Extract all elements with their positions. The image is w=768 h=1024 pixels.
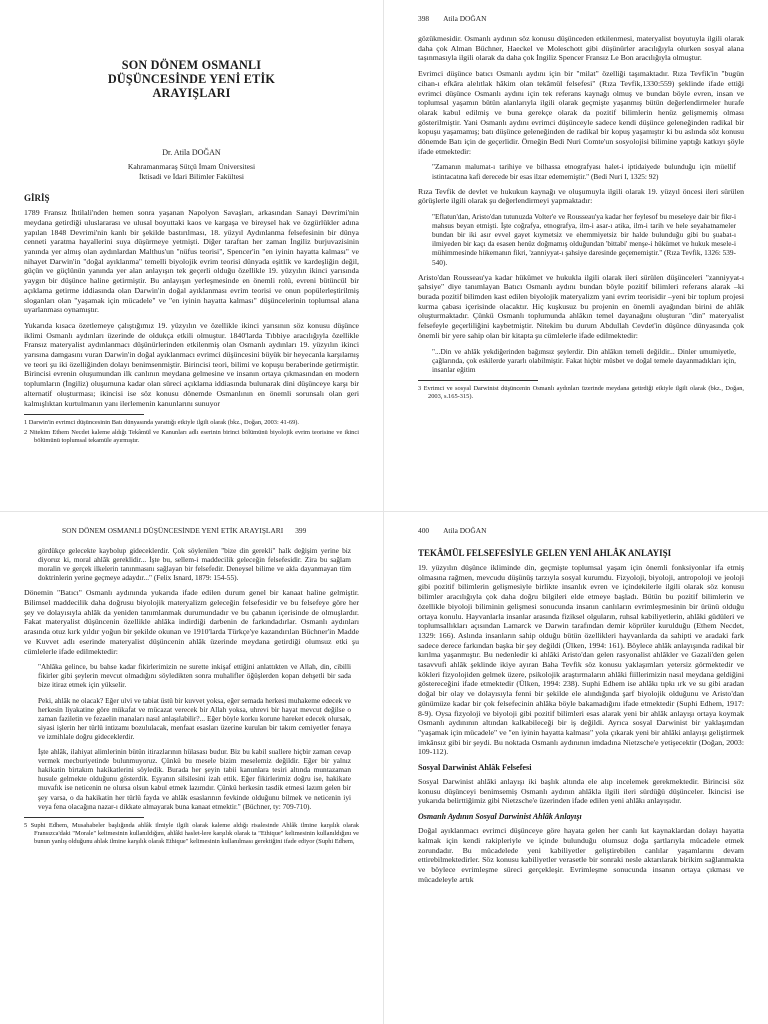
subsection-heading: Osmanlı Aydının Sosyal Darwinist Ahlâk Anlayışı [418,812,582,822]
page-3 [0,512,384,1024]
paragraph: Sosyal Darwinist ahlâki anlayışı iki başlık altında ele alıp incelemek gerekmektedir. Birincisi söz konusu düşünceyi benimsemiş Osmanlı aydının ahlâkla ilgili ileri sürdüğü düşünceler. İkincisi ise yukarıda belirttiğimiz gibi Nietzsche'e üzerinden ifade edilen yeni ahlâkı anlayışıdır. [418,777,744,806]
page-1-content [24,58,359,447]
footnote: 5 Suphi Edhem, Musahabeler başlığında ahlâk ilmiyle ilgili olarak kaleme aldığı risalesinde Ahlâk ilmine karşılık olarak Fransızca'daki "Morale" kelimesinin kullanıldığını, ahlâki haslet-lere karşılık olarak ta "Ethique" kelimesinin kullanıldığını ve bunun yanlış olduğunu ahlak ilmine karşılık olarak Ethique" kelimesinin kullanılması gerektiğini ifade ediyor (Suphi Edhem, [24,821,359,845]
block-quote: "...Din ve ahlâk yekdiğerinden bağımsız şeylerdir. Din ahlâkın temeli değildir... Dinler umumiyetle, çağlarında, çok eskilerde yararlı olabilmiştir. Fakat hiçbir müsbet ve doğal temele dayanmadıkları için, insanlar eğitim [432,346,736,374]
running-head [418,14,486,23]
section-heading: TEKÂMÜL FELSEFESİYLE GELEN YENİ AHLÂK ANLAYIŞI [418,548,672,558]
paragraph: Doğal ayıklanmacı evrimci düşünceye göre hayata gelen her canlı kıt kaynaklardan dolayı hayatta kalmak için kendi rakipleriyle ve içinde bulunduğu olumsuz doğa şartlarıyla mücadele etmek zorundadır. Bu mücadelede yeni kabiliyetler geliştirebilen canlılar yaşamlarını devam ettirebilmektedirler. Söz konusu kabiliyetler verasetle bir sonraki nesle aktarılarak birikim sağlanmakta ve böylece evrimleşme süreci gerçekleşir. Evrimleşme sonucunda insanın ortaya çıkması ve mücadeleyle artık [418,826,744,884]
paragraph: Dönemin "Batıcı" Osmanlı aydınında yukarıda ifade edilen durum genel bir kanaat haline gelmiştir. Bilimsel maddecilik daha doğrusu biyolojik materyalizm geleceğin felsefesidir ve bu felsefeye göre her şey ve dolayısıyla ahlâk da yeniden tanımlanmak durumundadır ve bu çabanın içerisinde de olmuşlardır. Fakat materyalist düşüncenin özellikle ahlâka indirdiği darbenin de farkındadırlar. Osmanlı aydınları arasında otuz kırk yıldır yoğun bir şekilde okunan ve 1910'larda Türkçe'ye kazandırılan Büchner'in Madde ve Kuvvet adlı eserinde materyalist düşüncenin ahlâk üzerinde meydana getirdiği olumsuz etki şu cümlelerle ifade edilmektedir: [24,588,359,656]
footnote: 3 Evrimci ve sosyal Darwinist düşüncenin Osmanlı aydınları üzerinde meydana getirdiği etkiyle ilgili olarak (bkz., Doğan, 2003, s.165-315). [418,384,744,400]
running-head [418,526,486,535]
block-quote: "Eflatun'dan, Aristo'dan tutunuzda Volter'e ve Rousseau'ya kadar her feylesof bu meseleye dair bir fikr-i mahsus beyan etmişti. İşte coğrafya, etnografya, ilm-i asar-ı atika, ilm-i tarih ve hele seyahatnameler bundan bir iki asır evvel gayet kıymetsiz ve ehemmiyetsiz bir halde bulunduğu gibi bu şuabat-ı ilmiyeden bir kaçı da esasen henüz doğmamış olduğundan 'bittabi' menşe-i hükümet ve hukuk mesele-i mühimmesinde hükemanın fikri, 'zanniyyat-ı şahsiye daresinde geçememiştir." (Rıza Tevfik, 1326: 539-540). [432,212,736,267]
page-1 [0,0,384,512]
running-head-author: Atila DOĞAN [443,14,487,23]
section-heading-giris: GİRİŞ [24,193,50,204]
page-number: 400 [418,526,430,535]
block-quote: İşte ahlâk, ilahiyat alimlerinin bütün itirazlarının hülasası budur. Biz bu kabil suallere hiçbir zaman cevap vermek mecburiyetinde bulunmuyoruz. Çünkü bu mesele bizim meselemiz değildir. Eğer bir yalnız hakikatin birtakım hakikatlerini söyledik. Burada her şeyin tabii kanunlara tesiri altında muntazaman husule gelmekte olduğunu gösterdik. Eşyanın silsilesini izah ettik. Eğer fikirlerimiz doğru ise, hakikate muvafık ise neticenin ne olursa olsun kabul etmek lazımdır. Çünkü herkesin tasdik etmesi lazım gelen bir şey varsa, o da hakikatin her türlü fayda ve ahlâk esaslarının fevkinde olduğunu bilmek ve neticenin iyi veya fena olacağına nazar-ı dikkate almayarak buna kanaat etmektir." (Büchner, ty: 709-710). [38,747,351,811]
footnote-rule [418,380,538,381]
paragraph: Evrimci düşünce batıcı Osmanlı aydını için bir "milat" özelliği taşımaktadır. Rıza Tevfik'in "bugün cihan-ı efkâra alelıtlak hâkim olan tekâmül felsefesi" (Rıza Tevfik,1330:559) şeklinde ifade ettiği evrimci düşünce Osmanlı aydını için tek referans kaynağı olmuş ve bundan böyle evren, insan ve toplumsal yaşamın bütün alanlarıyla ilgili olarak geçmişte yaşanmış bütün değerlendirmeler hurafe olarak kabul edilmiş ve buna gerekçe olarak da pozitif bilimlerin henüz gelişmemiş olması gösterilmiştir. Yani Osmanlı aydını evrimci düşünceyle sadece kendi düşünce geleneğinden radikal bir kopuşu yaşamamış; batı düşünce geleneğinden de radikal bir kopuş yaşamıştır ki bu aslında söz konusu dönemde Batı için de geçerlidir. Örneğin Bedi Nuri Comte'un sosyolojisi bilimine yaptığı katkıyı şöyle ifade etmektedir: [418,69,744,156]
footnote: 1 Darwin'in evrimci düşüncesinin Batı dünyasında yarattığı etkiyle ilgili olarak (bkz., Doğan, 2003: 41-69). [24,419,300,427]
paragraph: 1789 Fransız İhtilali'nden hemen sonra yaşanan Napolyon Savaşları, arkasından Sanayi Devrimi'nin meydana getirdiği uluslararası ve ulusal boyuttaki kaos ve kargaşa ve bireysel hak ve özgürlükler adına yapılan 1848 Devrimi'nin kanlı bir şekilde bastırılması, 18. yüzyıl Aydınlanma felsefesinin bir dünya cenneti yaratma hayallerini suya düşürmeye yetmişti. Diğer taraftan her zaman İngiliz burjuvazisinin yanında yer almış olan aydınlardan Malthus'un "nüfus teorisi", Spencer'in "en iyinin hayatta kalması" ve nihayet Darwin'in "doğal ayıklanma" temelli biyolojik evrim teorisi dünyada eşitlik ve kardeşliğin değil, güçün ve güçlünün yanında yer alan anlayışın tek geçerli olduğu özellikle 19. yüzyılın ikinci yarısında yaygın bir düşünce haline getirmiştir. Bu anlayışın yerleşmesinde en önemli rolü, evreni bütüncül bir açıklama getirme iddiasında olan Darwin'in doğal ayıklanması evrim teorisi ve onun popülerleştirilmiş sloganları olan "yaşamak için mücadele" ve "en iyinin hayatta kalması" düşüncelerinin toplumsal alana uyarlanması oynamıştır. [24,208,359,315]
affiliation-faculty: İktisadi ve İdari Bilimler Fakültesi [138,171,245,181]
page-4 [384,512,768,1024]
subsection-heading: Sosyal Darwinist Ahlâk Felsefesi [418,763,532,773]
paragraph: Aristo'dan Rousseau'ya kadar hükümet ve hukukla ilgili olarak ileri sürülen düşünceleri "zanniyyat-ı şahsiye" diye tanımlayan Batıcı Osmanlı aydını bundan böyle pozitif bilimleri referans alarak –ki burada pozitif bilimden kast edilen biyolojik materyalizm yani evrim teorisidir –yeni bir toplum projesi kurma çabası içerisinde olacaktır. Hiç kuşkusuz bu projenin en önemli ayağından birini de ahlâk oluşturmaktadır. Çünkü Osmanlı toplumunda ahlâkın temel dayanağını oluşturan "din" materyalist felsefeyle geçerliliğini kaybetmiştir. Nitekim bu durum Abdullah Cevdet'in düşünce dünyasında çok önemli bir yere sahip olan bir kitapta şu cümlelerle ifade edilmektedir: [418,272,744,340]
block-quote: "Zamanın malumat-ı tarihiye ve bilhassa etnografyası halet-i iptidaiyede bulunduğu için müellif istintacatına kafi derecede bir esas ilzar edememiştir." (Bedi Nuri I, 1325: 92) [432,162,736,181]
paragraph: 19. yüzyılın düşünce ikliminde din, geçmişte toplumsal yaşam için önemli fonksiyonlar ifa etmiş olmasına rağmen, mevcudu düşünüş tarzıyla sosyal kurumdu. Fizyoloji, biyoloji, antropoloji ve jeoloji gibi pozitif bilimlerin gelişmesiyle birlikte insanlık evren ve içindekilerle ilgili olarak söz konusu bilimler aracılığıyla çok daha doğru bilgileri elde etmeye başladı. Bütün bu pozitif bilimlerin ve özellikle biyoloji biliminin gelişmesi sonucunda insanın canlıların evrimleşmesinin bir ürünü olduğu ortaya konulu. Hayvanlarla insanlar arasında fiziksel olguların, ruhsal kabiliyetlerin, ahlâki güdüleri ve toplumsallıkları açısından Lamarck ve Darwin tarafından demir köprüler kurulduğu (Ethem Necdet, 1329: 166). Aslında insanların sahip olduğu bütün özellikleri hayvanlarda da sahipti ve aradaki fark sadece derece farkından başka bir şey değildi (Ülken, 1994: 161). Böylece ahlâk anlayışında radikal bir kırılma yaşanmıştır. Bu nedenledir ki ahlâki Aristo'dan gelen rasyonalist ahlâkler ve Gazali'den gelen tasavvufi ahlâk şeklinde ikiye ayıran Baha Tevfik söz konusu yaklaşımları yetersiz görmektedir ve kökleri fizyolojiden gelmek üzere, psikolojik araştırmaların ahlâki fiillerimizin nasıl meydana geldiğini göstereceğini ifade etmektedir (Ülken, 1994: 238). Suphi Edhem ise ahlâkı tıpkı ırk ve su gibi aradan doğal bir olay ve dolayısıyla fenni bir şekilde ele alındığında şarf biyolojik olduğunu ve Aristo'dan günümüze kadar bir çok felsefecinin ahlâka böyle bakamadığını ifade etmektedir (Suphi Edhem, 1917: 8-9). Oysa fizyoloji ve biyoloji gibi pozitif bilimleri esas alarak yeni bir ahlâk anlayışı ortaya koymak Osmanlı aydınının altından kalkabileceği bir iş değildi. Ayrıca sosyal Darwinist bir yaklaşımdan "yaşamak için mücadele" ve "en iyinin hayatta kalması" yola çıkarak yeni bir ahlâki anlayışı geliştirmek imkânsız gibi bir şeydi. Bu noktada Osmanlı aydınının imdadına Nietzsche'e yetişecektir (Doğan, 2003: 109-112). [418,563,744,757]
page-4-content [418,548,744,890]
paragraph: gözükmesidir. Osmanlı aydının söz konusu düşünceden etkilenmesi, materyalist boyutuyla ilgili olarak daha çok Alman Büchner, Haeckel ve Moleschott gibi düşünürler aracılığıyla olurken sosyal alana taşınmasıyla ilgili olarak da daha çok İngiliz Spencer Fransız Le Bon aracılığıyla olmuştur. [418,34,744,63]
affiliation-university: Kahramanmaraş Sütçü İmam Üniversitesi [127,162,256,171]
page-number: 398 [418,14,430,23]
page-2-content [418,34,744,403]
paragraph: Yukarıda kısaca özetlemeye çalıştığımız 19. yüzyılın ve özellikle ikinci yarısının söz konusu düşünce iklimi Osmanlı aydınları üzerinde de oldukça etkili olmuştur. 1840'larda Tıbbiye aracılığıyla özellikle Fransız materyalist aydınlanmacı düşünürlerinden etkilenmiş olan Osmanlı aydınları 19. yüzyılın ikinci yarısına damgasını vuran Darwin'in doğal ayıklanmacı evrimci düşüncesini büyük bir heyecanla karşılamış ve teori şu iki özelliğinden dolayı benimsenmiştir. Birincisi teori, bilimi ve kopuşu beraberinde getirmiştir. Birincisi evrenin oluşumundan ilk canlının meydana gelmesine ve insanın ortaya çıkmasından en modern toplumların (İngiliz) oluşumuna kadar olan süreci açıklama iddiasında bulunarak dini düşünceye karşı bir alternatif oluşturması; ikincisi ise söz konusu dönemde Osmanlının en önemli sorunsalı olan geri kalmışlıktan kurtulmanın yanı ilerlemenin kanunlarını sunuyor [24,320,359,408]
footnote-rule [24,817,144,818]
block-quote: gördükçe gelecekte kaybolup gideceklerdir. Çok söylenilen "bize din gerekli" halk değişim yerine biz diyoruz ki, moral ahlâk gereklidir... İşte bu, sellem-i maddecilik geleceğin felsefesidir. Zira bu sağlam moralin ve gerçek ilkelerin tanınmasını sağlayan bir felsefedir. Deneysel bilime ve akla dayanmayan tüm doktrinlerin yerine geçmeye adaydır..." (Felix Isnard, 1879: 154-55). [38,546,351,583]
page-2 [384,0,768,512]
page-number: 399 [295,526,307,535]
running-head [62,526,306,535]
block-quote: "Ahlâka gelince, bu bahse kadar fikirlerimizin ne surette inkişaf ettiğini anlattıkten ve Allah, din, cibilli fikirler gibi şeylerin mevcut olmadığını söyledikten sonra muhalifler öğüşlerden kopan dehşetli bir sada bize itiraz etmek için yükselir. [38,662,351,690]
paragraph: Rıza Tevfik de devlet ve hukukun kaynağı ve oluşumuyla ilgili olarak 19. yüzyıl öncesi ileri sürülen görüşlerle ilgili olarak şu değerlendirmeyi yapmaktadır: [418,186,744,206]
author-name: Dr. Atila DOĞAN [162,148,221,157]
footnote-rule [24,414,144,415]
footnote: 2 Nitekim Ethem Necdet kaleme aldığı Tekâmül ve Kanunları adlı eserinin birinci bölümünü biyolojik evrim teorisine ve ikinci bölümünü toplumsal tekamüle ayırmıştır. [24,429,359,445]
block-quote: Peki, ahlâk ne olacak? Eğer ulvi ve tabiat üstü bir kuvvet yoksa, eğer semada herkesi muhakeme edecek ve herkesin liyakatine göre mükafat ve mücazat verecek bir Allah yoksa, uhrevi bir hayat mevcut değilse o zaman faziletin ve fezaelin manaları nasıl anlaşılabilir?... Eğer böyle korku korune hareket edecek olursak, siyasi işlerin her türlü intizamı bozululacak, menfaat esasları üzerine kurulan bir takım cemiyetler fenaya ve izmihlale doğru gideceklerdir. [38,695,351,741]
running-head-author: Atila DOĞAN [443,526,487,535]
running-head-title: SON DÖNEM OSMANLI DÜŞÜNCESİNDE YENİ ETİK ARAYIŞLARI [62,526,284,535]
article-title: SON DÖNEM OSMANLI DÜŞÜNCESİNDE YENİ ETİK ARAYIŞLARI [107,58,276,100]
page-3-content [24,546,359,847]
